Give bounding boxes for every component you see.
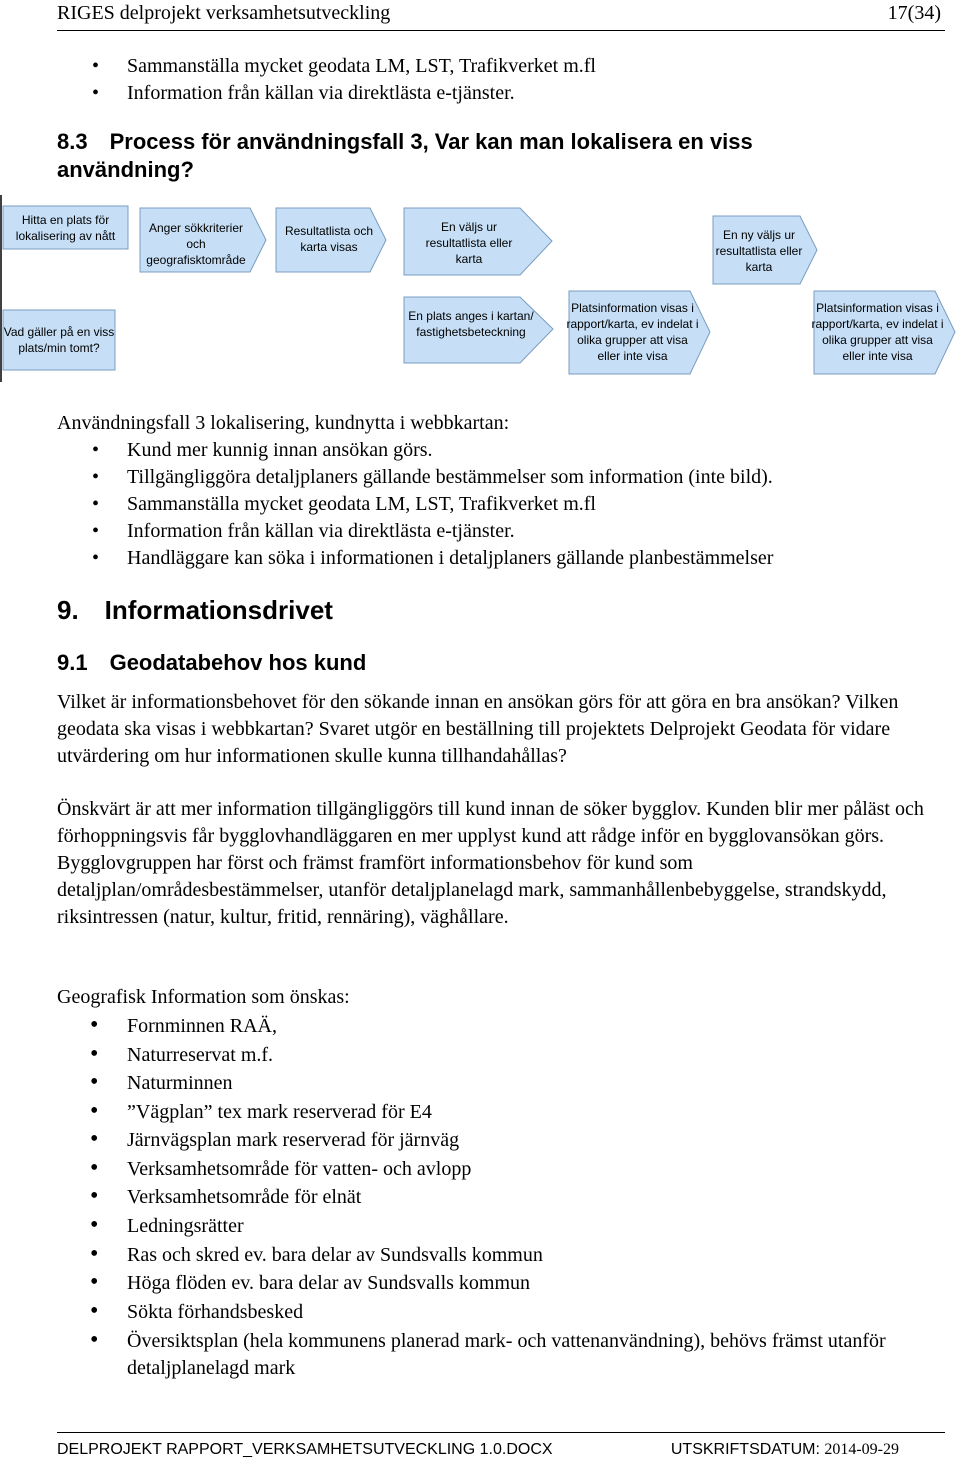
list-item: • Verksamhetsområde för elnät [90, 1183, 362, 1209]
process-step-label: Platsinformation visas i rapport/karta, ev indelat i olika grupper att visa eller inte visa [811, 301, 944, 363]
bullet-icon: • [90, 1155, 99, 1181]
list-item: • Naturreservat m.f. [90, 1041, 274, 1067]
list-item: • Handläggare kan söka i informationen i detaljplaners gällande planbestämmelser [127, 545, 773, 572]
bullet-icon: • [92, 493, 100, 515]
process-step-label: Platsinformation visas i rapport/karta, ev indelat i olika grupper att visa eller inte visa [566, 301, 699, 363]
process-step-label: En plats anges i kartan/ fastighetsbeteckning [408, 309, 534, 339]
bullet-icon: • [90, 1327, 99, 1353]
list-item: • Ledningsrätter [90, 1212, 244, 1238]
section-heading-9: 9. Informationsdrivet [57, 595, 333, 625]
bullet-icon: • [90, 1069, 99, 1095]
list-item: • Höga flöden ev. bara delar av Sundsvalls kommun [90, 1269, 531, 1295]
bullet-icon: • [90, 1212, 99, 1238]
bullet-icon: • [92, 439, 100, 461]
list-item: • Sammanställa mycket geodata LM, LST, Trafikverket m.fl [127, 53, 596, 80]
paragraph: Vilket är informationsbehovet för den sökande innan en ansökan görs för att göra en bra ansökan? Vilken geodata ska visas i webbkartan? Svaret utgör en beställning till projektets Delprojekt Geodata för vidare utvärdering om hur informationen skulle kunna tillhandahållas? [57, 691, 899, 767]
process-diagram [0, 193, 960, 385]
bullet-icon: • [90, 1269, 99, 1295]
bullet-icon: • [92, 547, 100, 569]
process-step-label: Hitta en plats för lokalisering av nått [15, 213, 116, 243]
bullet-icon: • [90, 1041, 99, 1067]
list-item: • Ras och skred ev. bara delar av Sundsvalls kommun [90, 1241, 543, 1267]
footer-filename: DELPROJEKT RAPPORT_VERKSAMHETSUTVECKLING 1.0.DOCX [57, 1441, 553, 1458]
usecase-intro: Användningsfall 3 lokalisering, kundnytta i webbkartan: [57, 412, 510, 434]
process-step-label: En ny väljs ur resultatlista eller karta [715, 228, 803, 274]
process-step-label: En väljs ur resultatlista eller karta [425, 220, 513, 266]
document-title: RIGES delprojekt verksamhetsutveckling [57, 2, 391, 24]
section-heading-8-3: 8.3 Process för användningsfall 3, Var kan man lokalisera en viss användning? [57, 129, 753, 182]
list-item: • Järnvägsplan mark reserverad för järnväg [90, 1126, 460, 1152]
footer-print-date: UTSKRIFTSDATUM: 2014-09-29 [670, 1441, 899, 1458]
bullet-icon: • [92, 82, 100, 104]
geo-info-intro: Geografisk Information som önskas: [57, 986, 350, 1008]
paragraph: Önskvärt är att mer information tillgängliggörs till kund innan de söker bygglov. Kunden blir mer påläst och förhoppningsvis får bygglovhandläggaren en mer upplyst kund att rådge inför en bygglovansökan görs. Bygglovgruppen har först och främst framfört informationsbehov för kund som detaljplan/områdesbestämmelser, utanför detaljplanelagd mark, sammanhållenbebyggelse, strandskydd, riksintressen (natur, kultur, fritid, rennäring), väghållare. [57, 798, 924, 928]
list-item: • Sökta förhandsbesked [90, 1298, 304, 1324]
list-item: • Information från källan via direktlästa e-tjänster. [127, 80, 515, 107]
list-item: • Verksamhetsområde för vatten- och avlopp [90, 1155, 472, 1181]
list-item: • Tillgängliggöra detaljplaners gällande bestämmelser som information (inte bild). [127, 464, 773, 491]
bullet-icon: • [92, 55, 100, 77]
bullet-icon: • [90, 1298, 99, 1324]
page-header [57, 0, 945, 31]
list-item: • Naturminnen [90, 1069, 233, 1095]
process-step-label: Vad gäller på en viss plats/min tomt? [3, 325, 115, 355]
list-item: • Kund mer kunnig innan ansökan görs. [127, 437, 433, 464]
bullet-icon: • [92, 466, 100, 488]
page-footer [57, 1432, 945, 1462]
bullet-icon: • [90, 1241, 99, 1267]
bullet-icon: • [92, 520, 100, 542]
process-step-label: Resultatlista och karta visas [284, 224, 374, 254]
page-number: 17(34) [887, 2, 941, 24]
list-item: • Översiktsplan (hela kommunens planerad mark- och vattenanvändning), behövs främst utanför detaljplanelagd mark [90, 1327, 886, 1379]
bullet-icon: • [90, 1183, 99, 1209]
process-step-label: Anger sökkriterier och geografisktområde [146, 221, 246, 267]
section-heading-9-1: 9.1 Geodatabehov hos kund [57, 650, 367, 675]
bullet-icon: • [90, 1126, 99, 1152]
bullet-icon: • [90, 1098, 99, 1124]
list-item: • ”Vägplan” tex mark reserverad för E4 [90, 1098, 432, 1124]
list-item: • Fornminnen RAÄ, [90, 1012, 277, 1038]
list-item: • Information från källan via direktlästa e-tjänster. [127, 518, 515, 545]
list-item: • Sammanställa mycket geodata LM, LST, Trafikverket m.fl [127, 491, 596, 518]
bullet-icon: • [90, 1012, 99, 1038]
